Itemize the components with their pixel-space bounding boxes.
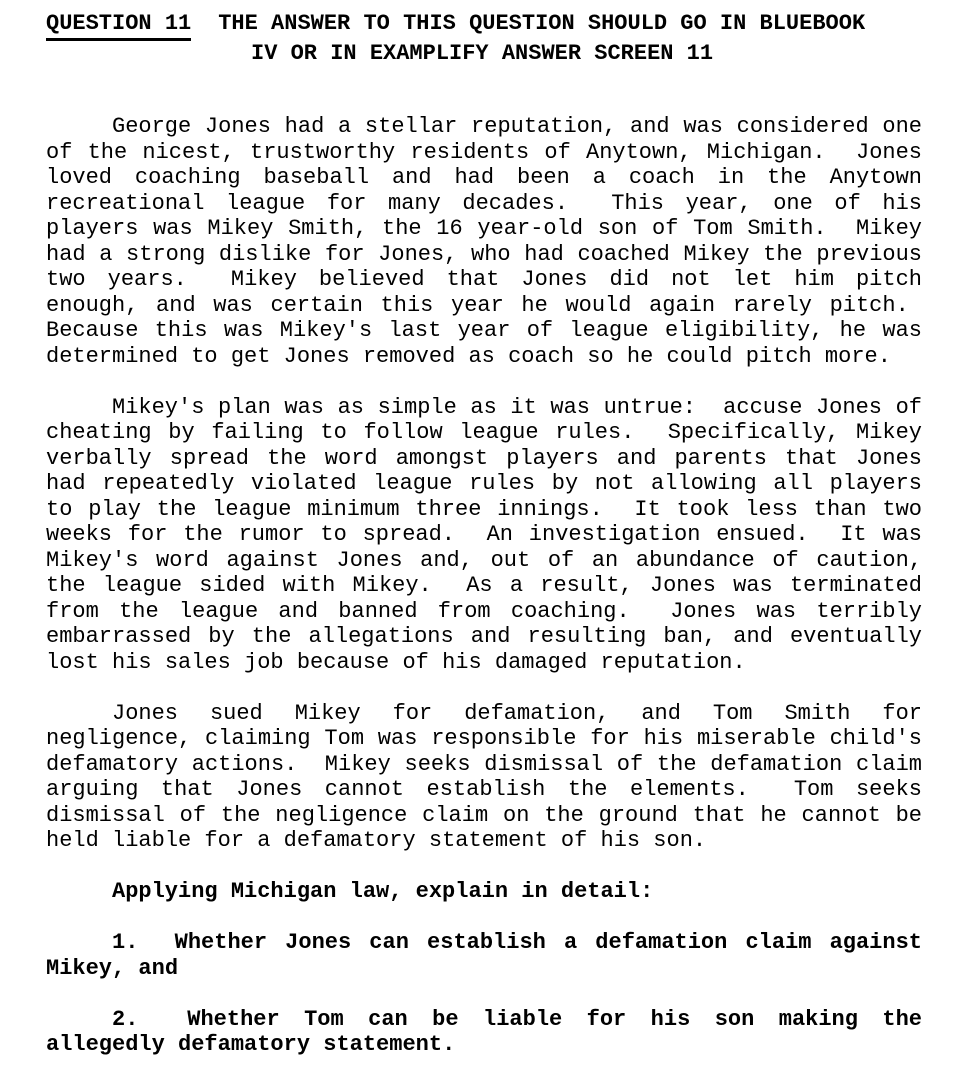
- question-number-label: QUESTION 11: [46, 11, 191, 41]
- fact-paragraph-2: Mikey's plan was as simple as it was untrue: accuse Jones of cheating by failing to follow league rules. Specifically, Mikey verbally spread the word amongst players and parents that Jones had repeatedly violated league rules by not allowing all players to play the league minimum three innings. It took less than two weeks for the rumor to spread. An investigation ensued. It was Mikey's word against Jones and, out of an abundance of caution, the league sided with Mikey. As a result, Jones was terminated from the league and banned from coaching. Jones was terribly embarrassed by the allegations and resulting ban, and eventually lost his sales job because of his damaged reputation.: [46, 394, 922, 675]
- numbered-question-1: 1. Whether Jones can establish a defamation claim against Mikey, and: [46, 930, 922, 981]
- prompt-line: Applying Michigan law, explain in detail:: [112, 879, 654, 904]
- fact-paragraph-3: Jones sued Mikey for defamation, and Tom Smith for negligence, claiming Tom was responsible for his miserable child's defamatory actions. Mikey seeks dismissal of the defamation claim arguing that Jones cannot establish the elements. Tom seeks dismissal of the negligence claim on the ground that he cannot be held liable for a defamatory statement of his son.: [46, 700, 922, 853]
- header-line-1: [46, 11, 922, 41]
- question-header: [46, 11, 922, 66]
- numbered-question-2: 2. Whether Tom can be liable for his son making the allegedly defamatory statement.: [46, 1006, 922, 1057]
- header-instruction-line2: IV OR IN EXAMPLIFY ANSWER SCREEN 11: [251, 40, 714, 66]
- header-instruction-line1: THE ANSWER TO THIS QUESTION SHOULD GO IN BLUEBOOK: [218, 11, 866, 36]
- fact-paragraph-1: George Jones had a stellar reputation, and was considered one of the nicest, trustworthy residents of Anytown, Michigan. Jones loved coaching baseball and had been a coach in the Anytown recreational league for many decades. This year, one of his players was Mikey Smith, the 16 year-old son of Tom Smith. Mikey had a strong dislike for Jones, who had coached Mikey the previous two years. Mikey believed that Jones did not let him pitch enough, and was certain this year he would again rarely pitch. Because this was Mikey's last year of league eligibility, he was determined to get Jones removed as coach so he could pitch more.: [46, 114, 922, 369]
